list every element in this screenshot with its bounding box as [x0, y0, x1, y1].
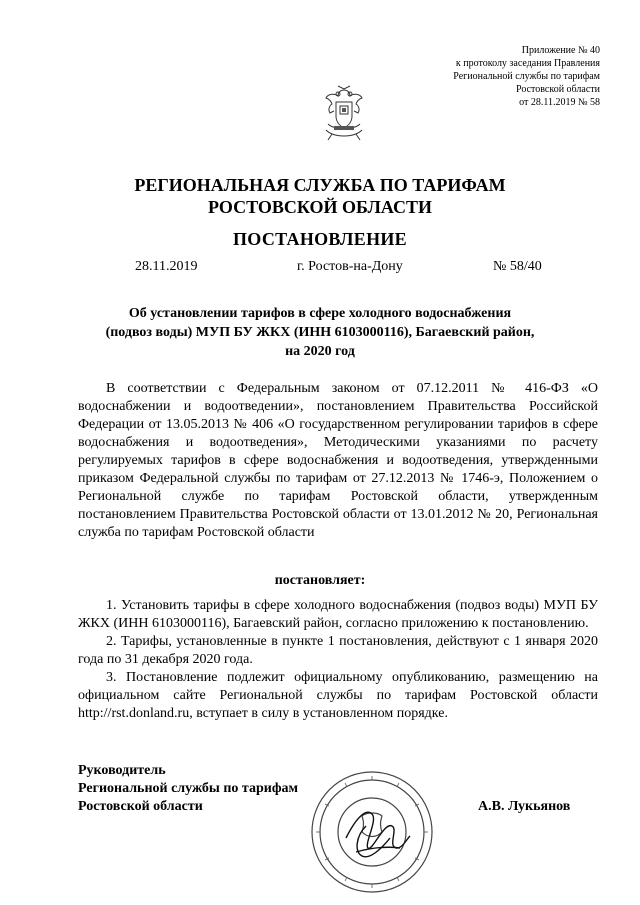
- decree-subject: [90, 304, 550, 361]
- decree-item: 3. Постановление подлежит официальному опубликованию, размещению на официальном сайте Региональной службы по тарифам Ростовской области http://rst.donland.ru, вступает в силу в установленном порядке.: [78, 670, 598, 721]
- official-seal-icon: [306, 768, 438, 896]
- decree-number: № 58/40: [493, 259, 542, 274]
- decree-title: ПОСТАНОВЛЕНИЕ: [233, 229, 407, 249]
- signer-name: А.В. Лукьянов: [478, 799, 571, 814]
- appendix-line: к протоколу заседания Правления: [455, 58, 600, 69]
- decree-date: 28.11.2019: [135, 259, 198, 274]
- signer-title: [78, 762, 298, 816]
- decree-item: 1. Установить тарифы в сфере холодного водоснабжения (подвоз воды) МУП БУ ЖКХ (ИНН 6103000116), Багаевский район, согласно приложению к постановлению.: [78, 598, 598, 631]
- appendix-line: Региональной службы по тарифам: [453, 71, 600, 82]
- appendix-line: от 28.11.2019 № 58: [519, 97, 600, 108]
- subject-line3: на 2020 год: [285, 344, 355, 359]
- appendix-note: [453, 44, 600, 109]
- agency-name: [0, 174, 640, 218]
- preamble-paragraph: В соответствии с Федеральным законом от 07.12.2011 № 416-ФЗ «О водоснабжении и водоотведении», постановлением Правительства Российской Федерации от 13.05.2013 № 406 «О государственном регулировании тарифов в сфере водоснабжения и водоотведения», Методическими указаниями по расчету регулируемых тарифов в сфере водоснабжения и водоотведения, утвержденными приказом Федеральной службы по тарифам от 27.12.2013 № 1746-э, Положением о Региональной службе по тарифам Ростовской области, утвержденным постановлением Правительства Ростовской области от 13.01.2012 № 20, Региональная служба по тарифам Ростовской области: [78, 381, 598, 540]
- appendix-line: Ростовской области: [516, 84, 600, 95]
- decree-place: г. Ростов-на-Дону: [297, 259, 403, 274]
- decides-heading: постановляет:: [274, 573, 366, 588]
- signer-title-line2: Региональной службы по тарифам: [78, 781, 299, 796]
- coat-of-arms-icon: [318, 84, 370, 144]
- appendix-line: Приложение № 40: [521, 45, 600, 56]
- signer-title-line1: Руководитель: [78, 763, 166, 778]
- subject-line1: Об установлении тарифов в сфере холодного водоснабжения: [128, 306, 512, 321]
- decree-items: [78, 597, 598, 723]
- agency-name-line2: РОСТОВСКОЙ ОБЛАСТИ: [208, 197, 432, 217]
- subject-line2: (подвоз воды) МУП БУ ЖКХ (ИНН 6103000116), Багаевский район,: [105, 325, 535, 340]
- decree-item: 2. Тарифы, установленные в пункте 1 постановления, действуют с 1 января 2020 года по 31 декабря 2020 года.: [78, 634, 598, 667]
- signer-title-line3: Ростовской области: [78, 799, 203, 814]
- agency-name-line1: РЕГИОНАЛЬНАЯ СЛУЖБА ПО ТАРИФАМ: [134, 175, 506, 195]
